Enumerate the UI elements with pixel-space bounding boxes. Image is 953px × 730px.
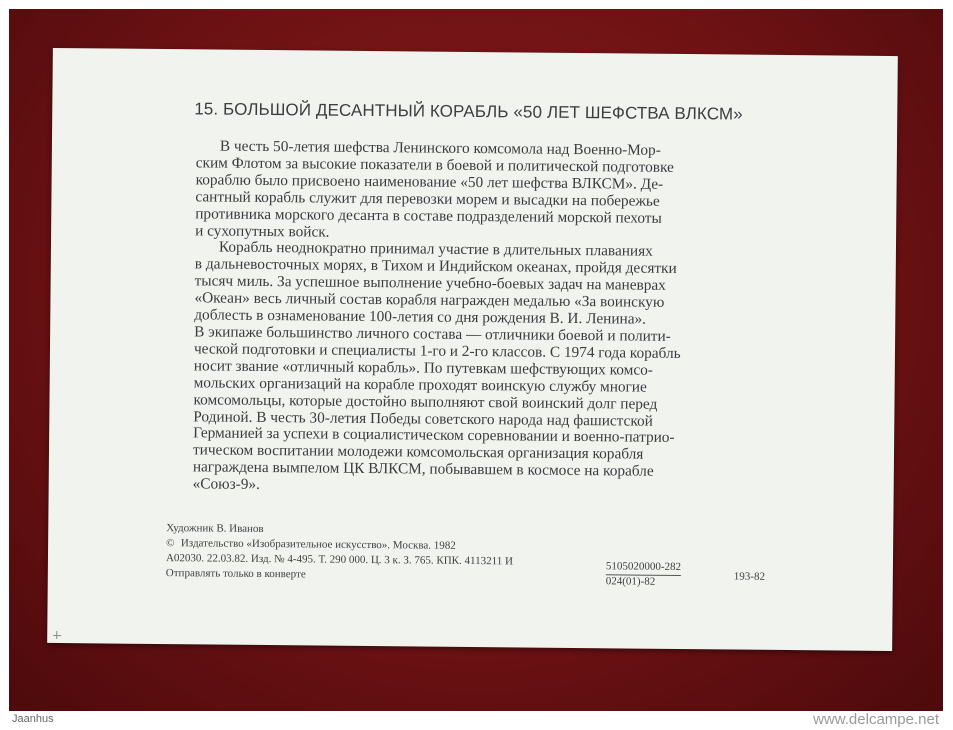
text-line: доблесть в ознаменование 100-летия со дня рождения В. И. Ленина».: [194, 306, 647, 328]
text-line: в дальневосточных морях, в Тихом и Индийском океанах, пройдя десятки: [194, 255, 677, 278]
card-title: 15. БОЛЬШОЙ ДЕСАНТНЫЙ КОРАБЛЬ «50 ЛЕТ ШЕФСТВА ВЛКСМ»: [194, 99, 743, 124]
text-line: и сухопутных войск.: [195, 221, 330, 241]
text-line: ским Флотом за высокие показатели в боевой и политической подготовке: [195, 154, 674, 176]
text-line: тическом воспитании молодежи комсомольская организация корабля: [192, 441, 644, 463]
postcard-back: [47, 48, 898, 651]
text-line: противника морского десанта в составе подразделений морской пехоты: [195, 204, 662, 227]
publication-credits: [166, 521, 787, 587]
crop-mark-icon: [53, 631, 61, 639]
text-line: сантный корабль служит для перевозки морем и высадки на побережье: [195, 188, 660, 210]
print-info: А02030. 22.03.82. Изд. № 4-495. Т. 290 000. Ц. 3 к. З. 765. КПК. 4113211 И: [165, 552, 513, 568]
text-line: мольских организаций на корабле проходят воинскую службу многие: [193, 374, 647, 396]
publisher-credit: Издательство «Изобразительное искусство». Москва. 1982: [180, 537, 456, 552]
index-denominator: 024(01)-82: [605, 575, 656, 588]
watermark-seller: Jaanhus: [12, 713, 54, 725]
text-line: В честь 50-летия шефства Ленинского комсомола над Военно-Мор-: [219, 137, 661, 159]
index-suffix: 193-82: [733, 570, 766, 583]
text-line: «Союз-9».: [192, 475, 260, 494]
index-numerator: 5105020000-282: [606, 560, 681, 576]
paragraph-2: [193, 240, 775, 499]
text-line: В экипаже большинство личного состава — отличники боевой и полити-: [194, 323, 671, 345]
text-line: Родиной. В честь 30-летия Победы советского народа над фашистской: [193, 407, 653, 430]
text-line: комсомольцы, которые достойно выполняют свой воинский долг перед: [193, 390, 658, 413]
paragraph-1: [195, 138, 776, 245]
artist-credit: Художник В. Иванов: [166, 522, 264, 536]
text-line: кораблю было присвоено наименование «50 лет шефства ВЛКСМ». Де-: [195, 171, 664, 193]
catalog-index: [606, 560, 681, 589]
text-line: Корабль неоднократно принимал участие в длительных плаваниях: [218, 238, 653, 261]
text-line: Германией за успехи в социалистическом соревновании и военно-патрио-: [193, 424, 675, 447]
text-line: носит звание «отличный корабль». По путевкам шефствующих комсо-: [193, 357, 654, 379]
description-text: [193, 138, 776, 499]
copyright-icon: ©: [166, 537, 175, 550]
watermark-site: www.delcampe.net: [813, 711, 939, 728]
text-line: ческой подготовки и специалисты 1-го и 2-го классов. С 1974 года корабль: [193, 340, 681, 362]
text-line: тысяч миль. За успешное выполнение учебно-боевых задач на маневрах: [194, 272, 666, 295]
text-line: «Океан» весь личный состав корабля награжден медалью «За воинскую: [194, 289, 665, 311]
mailing-note: Отправлять только в конверте: [165, 567, 306, 581]
text-line: награждена вымпелом ЦК ВЛКСМ, побывавшем в космосе на корабле: [192, 458, 654, 480]
